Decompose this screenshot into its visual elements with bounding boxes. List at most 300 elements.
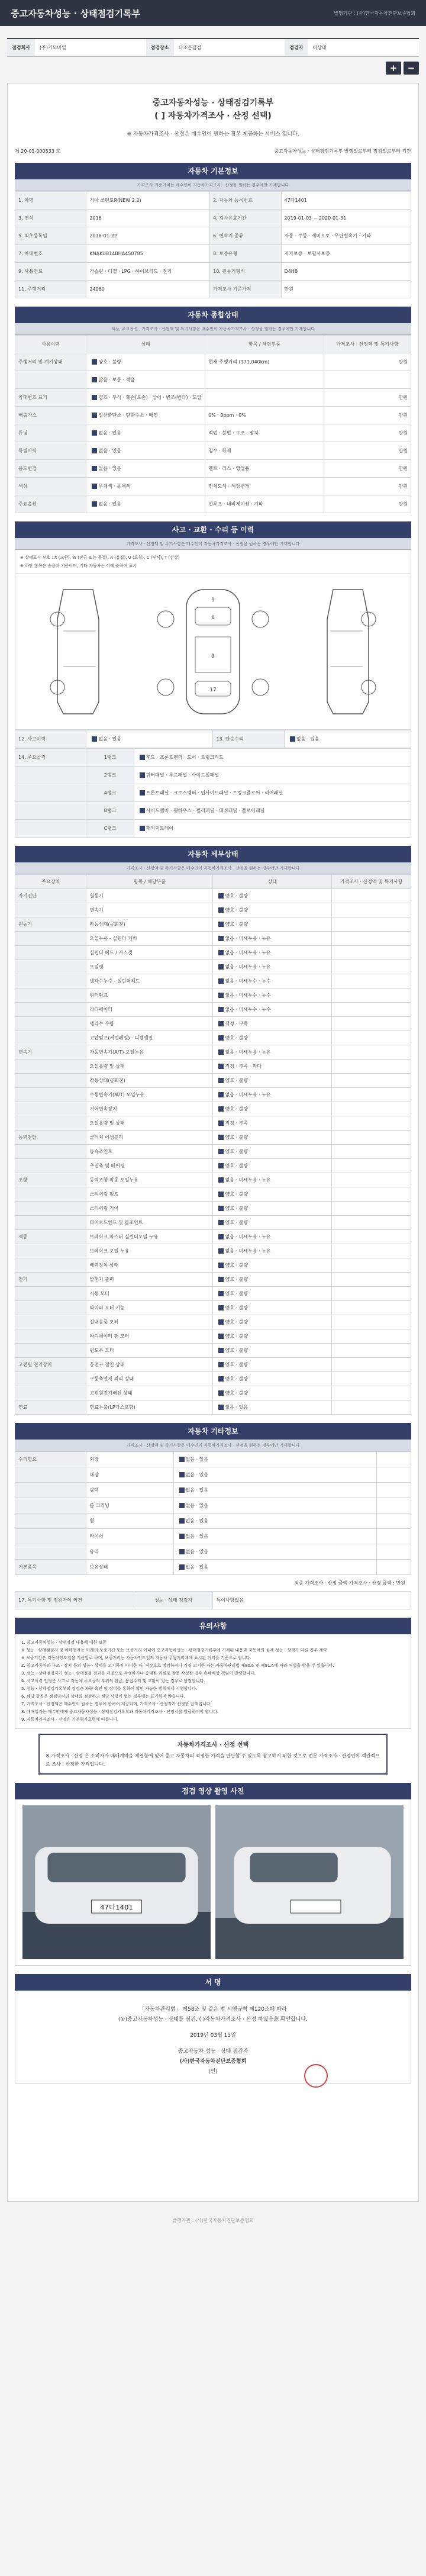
frame-row [15,820,411,838]
general-state-checkbox[interactable] [92,430,97,436]
basic-row [15,263,411,281]
notice-line: 7. 가격조사 · 산정액은 매수인이 원하는 경우에 한하여 제공되며, 가격조사 · 산정자가 산정한 금액입니다. [21,1702,212,1706]
rear-photo [215,1805,404,1959]
basic-key: 3. 연식 [15,210,86,227]
frame-row [15,784,411,802]
detail-row [15,1400,411,1415]
detail-row [15,1045,411,1060]
svg-text:9: 9 [211,653,215,659]
detail-state-checkbox[interactable] [218,1078,224,1083]
other-state-checkbox[interactable] [179,1457,185,1462]
detail-device [15,1258,86,1273]
photos-section [15,1783,411,1966]
other-group [15,1483,86,1498]
detail-device [15,903,86,917]
detail-state-checkbox[interactable] [218,993,224,998]
detail-row [15,1301,411,1315]
detail-device [15,1159,86,1173]
detail-part: 연료누출(LP가스포함) [86,1400,213,1415]
detail-state [213,960,332,974]
front-photo-image [22,1805,211,1959]
detail-device: 변속기 [15,1045,86,1060]
detail-state [213,1202,332,1216]
detail-device [15,1386,86,1400]
general-state-checkbox[interactable] [92,501,97,507]
detail-state-text: 없음 · 미세누유 · 누유 [225,1248,271,1254]
detail-state [213,1159,332,1173]
svg-text:6: 6 [211,615,215,621]
other-state-checkbox[interactable] [179,1503,185,1508]
general-item: 색상 [15,478,86,495]
detail-price [332,1202,411,1216]
other-state-checkbox[interactable] [179,1534,185,1539]
basic-key: 2. 자동차 등록번호 [210,192,281,210]
detail-state-checkbox[interactable] [218,1248,224,1254]
car-top-diagram [154,584,272,720]
detail-state [213,1315,332,1329]
detail-state-checkbox[interactable] [218,1120,224,1126]
basic-value: 2016 [86,210,210,227]
frame-parts-checkbox[interactable] [140,826,145,831]
special-value: 특이사항없음 [213,1592,411,1609]
detail-state-text: 없음 · 미세누수 · 누수 [225,1007,271,1012]
detail-part: 라디에이터 팬 모터 [86,1329,213,1344]
detail-state-checkbox[interactable] [218,1277,224,1282]
other-state-text: 없음 · 있음 [185,1549,209,1554]
frame-parts-text: 사이드멤버 · 휠하우스 · 필러패널 · 대쉬패널 · 플로어패널 [146,808,265,813]
detail-part: 스티어링 기어 [86,1202,213,1216]
detail-head-4: 가격조사 · 산정액 및 특기사항 [332,875,411,889]
other-price [376,1467,411,1483]
general-head-3: 항목 / 해당부품 [205,336,324,353]
detail-row [15,889,411,903]
detail-state-checkbox[interactable] [218,1390,224,1396]
frame-parts-text: 패키지트레이 [146,826,174,831]
detail-state-checkbox[interactable] [218,1106,224,1112]
frame-parts [134,820,411,838]
basic-row [15,281,411,298]
detail-price [332,1102,411,1116]
general-price: 만원 [324,478,411,495]
detail-state-checkbox[interactable] [218,1234,224,1239]
detail-state [213,1386,332,1400]
detail-price [332,1187,411,1202]
detail-device [15,1315,86,1329]
frame-parts-text: 쿼터패널 · 루프패널 · 사이드실패널 [146,772,220,778]
sign-block [15,1991,411,2084]
general-state-checkbox[interactable] [92,466,97,471]
detail-state-checkbox[interactable] [218,1376,224,1382]
detail-state-checkbox[interactable] [218,1405,224,1410]
detail-price [332,1386,411,1400]
detail-price [332,960,411,974]
detail-price [332,1273,411,1287]
detail-device [15,1329,86,1344]
report-title [8,83,418,123]
basic-value: 47다1401 [281,192,411,210]
detail-device: 원동기 [15,917,86,932]
detail-row [15,1358,411,1372]
special-label: 17. 특기사항 및 점검자의 의견 [15,1592,134,1609]
detail-state-checkbox[interactable] [218,950,224,955]
sign-section [15,1974,411,2084]
other-state [173,1483,376,1498]
detail-state-text: 없음 · 미세누유 · 누유 [225,1049,271,1055]
frame-table [15,748,411,838]
other-state [173,1467,376,1483]
window-title: 중고자동차성능 · 상태점검기록부 [11,8,141,19]
detail-state-text: 양호 · 불량 [225,1135,248,1140]
general-state-text: 없음 · 있음 [98,430,121,436]
detail-device [15,1372,86,1386]
general-state-title: 자동차 종합상태 [15,307,411,323]
other-row [15,1483,411,1498]
detail-device [15,1301,86,1315]
detail-part: 등속조인트 [86,1145,213,1159]
detail-state [213,1003,332,1017]
detail-price [332,1329,411,1344]
frame-rank: 2랭크 [86,767,134,784]
detail-price [332,1116,411,1131]
other-state-checkbox[interactable] [179,1487,185,1493]
basic-info-title: 자동차 기본정보 [15,163,411,179]
general-state [86,389,205,407]
detail-price [332,1315,411,1329]
detail-price [332,946,411,960]
detail-row [15,1344,411,1358]
detail-state [213,1216,332,1230]
detail-state-text: 양호 · 불량 [225,1163,248,1168]
accident-note: 가격조사 · 산정액 및 특기사항은 매수인이 자동차가격조사 · 산정을 원하는 경우에만 기재합니다 [15,538,411,550]
frame-parts [134,802,411,820]
general-state-text: 양호 · 부식 · 훼손(오손) · 상이 · 변조(변타) · 도말 [98,395,202,400]
general-state-checkbox[interactable] [92,359,97,365]
other-item: 보유상태 [86,1560,173,1575]
general-state-checkbox[interactable] [92,395,97,400]
zoom-out-button[interactable]: − [404,62,419,75]
general-price [324,371,411,389]
other-group: 수리필요 [15,1452,86,1467]
detail-device [15,946,86,960]
general-item: 튜닝 [15,424,86,442]
detail-state-checkbox[interactable] [218,922,224,927]
detail-device: 전기 [15,1273,86,1287]
basic-key: 10. 원동기형식 [210,263,281,281]
detail-row [15,1329,411,1344]
detail-state-text: 양호 · 불량 [225,1305,248,1310]
detail-state-checkbox[interactable] [218,1305,224,1310]
detail-state-text: 양호 · 불량 [225,1291,248,1296]
other-item: 룸 크리닝 [86,1498,173,1514]
detail-part: 냉각수 수량 [86,1017,213,1031]
report-period: 중고자동차성능 · 상태점검기록부 발행일로부터 점검일로부터 기간 [274,149,411,154]
other-row [15,1498,411,1514]
detail-device [15,1287,86,1301]
frame-row [15,767,411,784]
detail-state-checkbox[interactable] [218,907,224,913]
general-state-section [15,307,411,513]
other-price [376,1529,411,1544]
detail-state-checkbox[interactable] [218,936,224,941]
detail-row [15,960,411,974]
basic-key: 5. 최초등록일 [15,227,86,245]
detail-part: 냉각수누수 - 실린더헤드 [86,974,213,988]
other-state-checkbox[interactable] [179,1549,185,1554]
other-state-text: 없음 · 있음 [185,1472,209,1477]
detail-device: 조향 [15,1173,86,1187]
detail-state-checkbox[interactable] [218,1177,224,1183]
detail-device [15,1202,86,1216]
basic-row [15,245,411,263]
general-state-checkbox[interactable] [92,448,97,453]
detail-device [15,974,86,988]
detail-row [15,1060,411,1074]
footer: 발행기관 : (사)한국자동차진단보증협회 [172,2218,254,2223]
frame-head [15,802,86,820]
other-total-label: 최종 가격조사 · 산정 금액 [294,1580,348,1586]
detail-price [332,1145,411,1159]
general-row [15,460,411,478]
detail-state-text: 양호 · 불량 [225,1220,248,1225]
general-row [15,424,411,442]
other-state-checkbox[interactable] [179,1564,185,1570]
sign-seal-label: (인) [208,2069,218,2075]
general-part: 현재 주행거리 (171,040km) [205,353,324,371]
detail-state-text: 없음 · 미세누수 · 누수 [225,978,271,984]
detail-state-checkbox[interactable] [218,1319,224,1325]
detail-state [213,946,332,960]
detail-state-checkbox[interactable] [218,1163,224,1168]
detail-row [15,1003,411,1017]
detail-row [15,974,411,988]
frame-parts-text: 프론트패널 · 크로스멤버 · 인사이드패널 · 트렁크플로어 · 리어패널 [146,790,283,796]
basic-key: 4. 검사유효기간 [210,210,281,227]
detail-state-checkbox[interactable] [218,1362,224,1367]
detail-state-checkbox[interactable] [218,1007,224,1012]
detail-state-checkbox[interactable] [218,1064,224,1069]
detail-part: 추진축 및 베어링 [86,1159,213,1173]
detail-row [15,1145,411,1159]
detail-title: 자동차 세부상태 [15,846,411,862]
detail-state-checkbox[interactable] [218,1049,224,1055]
notice-line: ※ 성능 · 상태점검자 및 매매업자는 아래의 보증기간 또는 보증거리 이내에 중고자동차성능 · 상태점검기록부에 기재된 내용과 자동차의 실제 성능 · 상태가 다른 경우 계약 [21,1648,327,1653]
detail-state-text: 양호 · 불량 [225,922,248,927]
general-state-text: 없음 · 있음 [98,466,121,471]
detail-price [332,1003,411,1017]
detail-price [332,1173,411,1187]
frame-parts [134,784,411,802]
detail-state [213,1187,332,1202]
detail-price [332,1060,411,1074]
detail-state-text: 적정 · 부족 · 과다 [225,1064,262,1069]
general-price: 만원 [324,424,411,442]
detail-state-text: 없음 · 미세누유 · 누유 [225,1092,271,1097]
frame-head: 14. 주요골격 [15,749,86,767]
other-row [15,1452,411,1467]
detail-state-checkbox[interactable] [218,1263,224,1268]
general-part: 전체도색 · 색상변경 [205,478,324,495]
detail-row [15,1244,411,1258]
detail-state-checkbox[interactable] [218,1135,224,1140]
detail-state-checkbox[interactable] [218,978,224,984]
general-state-checkbox[interactable] [92,484,97,489]
general-item: 주행거리 및 계기상태 [15,353,86,371]
detail-part: 발전기 출력 [86,1273,213,1287]
other-state-checkbox[interactable] [179,1472,185,1477]
detail-row [15,988,411,1003]
basic-value: 2019-01-03 ~ 2020-01-31 [281,210,411,227]
detail-state-text: 양호 · 불량 [225,1390,248,1396]
detail-device [15,988,86,1003]
detail-state [213,988,332,1003]
frame-parts-checkbox[interactable] [140,755,145,760]
detail-part: 수동변속기(M/T) 오일누유 [86,1088,213,1102]
detail-state-checkbox[interactable] [218,1291,224,1296]
accident-none-checkbox[interactable] [92,736,97,742]
general-state-checkbox[interactable] [92,413,97,418]
other-item: 광택 [86,1483,173,1498]
general-state-text: 무채색 · 유채색 [98,484,131,489]
frame-parts [134,767,411,784]
detail-state [213,1045,332,1060]
detail-state-checkbox[interactable] [218,1192,224,1197]
frame-parts-checkbox[interactable] [140,772,145,778]
general-item: 주요옵션 [15,495,86,513]
basic-value: 24060 [86,281,210,298]
frame-parts-checkbox[interactable] [140,790,145,796]
detail-device: 자기진단 [15,889,86,903]
basic-row [15,227,411,245]
general-item: 특별이력 [15,442,86,460]
detail-state-text: 양호 · 불량 [225,1277,248,1282]
detail-state-checkbox[interactable] [218,1348,224,1353]
general-state-text: 양호 · 불량 [98,359,121,365]
detail-device [15,1031,86,1045]
detail-part: 스티어링 펌프 [86,1187,213,1202]
info-value-place: 더조은점검 [178,45,202,50]
accident-legend-line2: ※ 하단 항목은 승용차 기준이며, 기타 자동차는 이에 준하여 표시 [20,564,137,568]
detail-state-checkbox[interactable] [218,964,224,970]
detail-part: 윈도우 모터 [86,1344,213,1358]
detail-row [15,1230,411,1244]
general-head-1: 사용이력 [15,336,86,353]
general-state [86,478,205,495]
detail-price [332,1045,411,1060]
basic-key: 1. 차명 [15,192,86,210]
detail-state [213,974,332,988]
detail-state-checkbox[interactable] [218,1149,224,1154]
zoom-controls [386,62,419,75]
detail-state [213,1400,332,1415]
detail-state-text: 양호 · 불량 [225,1206,248,1211]
detail-state-text: 없음 · 미세누유 · 누유 [225,950,271,955]
detail-state-checkbox[interactable] [218,893,224,899]
accident-title: 사고 · 교환 · 수리 등 이력 [15,521,411,538]
general-state [86,371,205,389]
sign-org: (사)한국자동차진단보증협회 [179,2059,247,2065]
other-item: 외장 [86,1452,173,1467]
detail-row [15,1202,411,1216]
sign-date: 2019년 03월 15일 [190,2033,236,2039]
detail-state-checkbox[interactable] [218,1334,224,1339]
detail-device: 연료 [15,1400,86,1415]
general-state [86,460,205,478]
detail-state-checkbox[interactable] [218,1220,224,1225]
detail-state-checkbox[interactable] [218,1021,224,1026]
rear-photo-image [215,1805,404,1959]
detail-state-text: 양호 · 불량 [225,893,248,899]
general-state [86,424,205,442]
detail-state [213,1116,332,1131]
detail-state-checkbox[interactable] [218,1035,224,1041]
detail-state-text: 양호 · 불량 [225,1362,248,1367]
detail-device [15,1102,86,1116]
general-state-text: 없음 · 있음 [98,501,121,507]
detail-state-text: 없음 · 미세누유 · 누유 [225,936,271,941]
detail-state-checkbox[interactable] [218,1092,224,1097]
accident-table [15,730,411,748]
other-group [15,1514,86,1529]
zoom-in-button[interactable]: + [386,62,401,75]
detail-state-text: 양호 · 불량 [225,907,248,913]
detail-device [15,1017,86,1031]
detail-part: 라디에이터 [86,1003,213,1017]
other-group: 기본품목 [15,1560,86,1575]
general-state [86,442,205,460]
simple-repair-label: 13. 단순수리 [213,730,284,748]
detail-row [15,903,411,917]
accident-legend [15,550,411,574]
detail-state-text: 양호 · 불량 [225,1106,248,1112]
price-select-text: ※ 가격조사 · 산정 은 소비자가 매매계약을 체결함에 있어 중고 자동차의 적정한 가격을 판단할 수 있도록 참고하기 위한 것으로 전문 가격조사 · 산정인이 객관적으로 조사 · 산정한 가격입니다. [46,1753,380,1767]
info-key-company: 점검회사 [7,39,35,56]
general-row [15,407,411,424]
detail-row [15,1131,411,1145]
general-state-text: 일산화탄소 · 탄화수소 · 매연 [98,413,158,418]
detail-part: 고압펌프(커먼레일) - 디젤엔진 [86,1031,213,1045]
car-diagrams [15,574,411,730]
detail-state [213,932,332,946]
detail-part: 기어변속장치 [86,1102,213,1116]
detail-state-text: 적정 · 부족 [225,1021,248,1026]
detail-part: 변속기 [86,903,213,917]
frame-head [15,767,86,784]
general-state-checkbox[interactable] [92,377,97,382]
detail-device [15,1344,86,1358]
detail-price [332,1372,411,1386]
general-price: 만원 [324,442,411,460]
accident-history-value [86,730,213,748]
other-row [15,1467,411,1483]
notice-line: ※ 보증기간은 자동차인도일을 기산일로 하며, 보증거리는 자동차인도일의 자동차 주행거리계에 표시된 거리를 기준으로 합니다. [21,1656,251,1660]
basic-value: 자동 · 수동 · 세미오토 · 무단변속기 · 기타 [281,227,411,245]
detail-part: 클러치 어셈블리 [86,1131,213,1145]
frame-parts-text: 후드 · 프론트펜더 · 도어 · 트렁크리드 [146,755,224,760]
general-row [15,389,411,407]
accident-history-options: 없음 · 있음 [98,736,121,742]
repair-none-checkbox[interactable] [290,736,295,742]
general-row [15,442,411,460]
other-item: 휠 [86,1514,173,1529]
detail-device [15,932,86,946]
frame-parts-checkbox[interactable] [140,808,145,813]
general-part: 적법 · 불법 · 구조 · 장치 [205,424,324,442]
detail-state-text: 양호 · 불량 [225,1078,248,1083]
other-state-checkbox[interactable] [179,1518,185,1524]
detail-state-checkbox[interactable] [218,1206,224,1211]
detail-state-text: 없음 · 미세누유 · 누유 [225,964,271,970]
detail-state-text: 없음 · 있음 [225,1405,248,1410]
